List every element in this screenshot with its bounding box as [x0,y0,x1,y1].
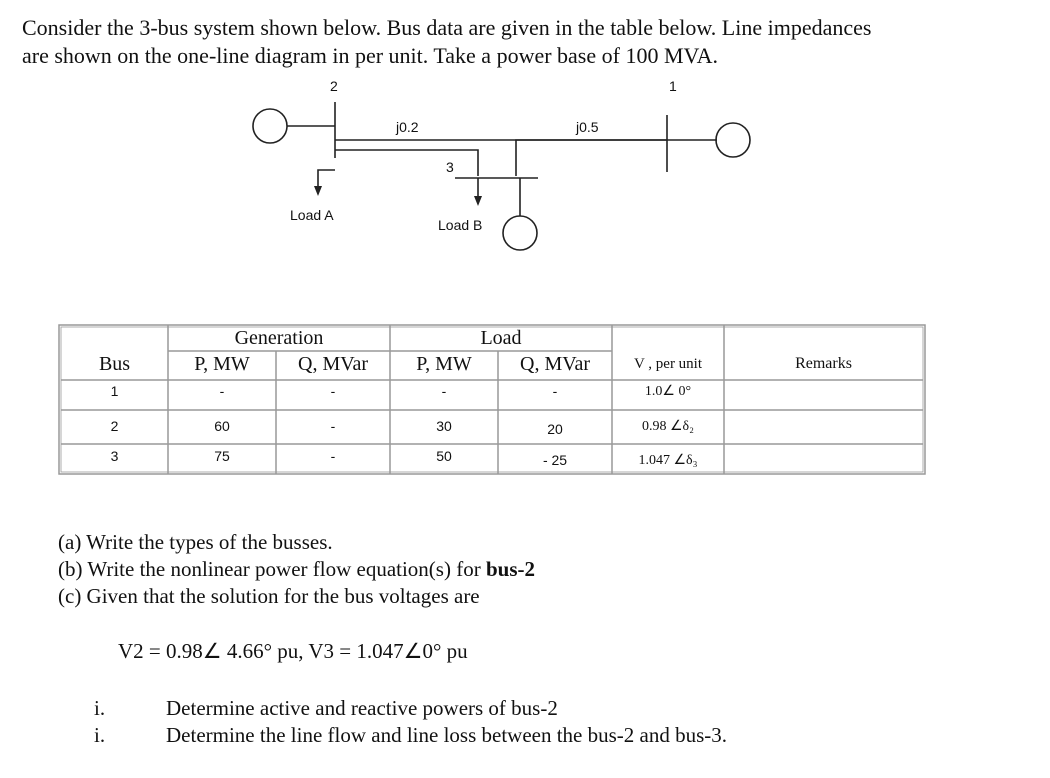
header-remarks: Remarks [795,355,852,372]
question-a: (a) Write the types of the busses. [58,530,333,554]
header-voltage: V , per unit [633,356,703,372]
question-b-text: (b) Write the nonlinear power flow equation(s) for [58,557,486,581]
row3-bus: 3 [110,448,119,464]
row2-load-p: 30 [436,418,452,434]
question-b [58,557,535,582]
load-a-label: Load A [290,207,334,223]
bus1-label: 1 [669,78,677,94]
bus3-label: 3 [446,159,454,175]
row2-voltage: 0.98 ∠δ₂ [641,419,695,434]
sub-item-2-number: i. [94,723,106,747]
header-load-q: Q, MVar [520,353,590,375]
row3-gen-q: - [330,448,336,464]
row1-load-q: - [552,383,558,399]
header-load: Load [480,327,522,349]
row3-gen-p: 75 [214,448,230,464]
row2-gen-q: - [330,418,336,434]
row1-bus: 1 [110,383,119,399]
header-load-p: P, MW [416,353,472,375]
header-gen-p: P, MW [194,353,250,375]
bus2-label: 2 [330,78,338,94]
row3-voltage: 1.047 ∠δ₃ [638,453,698,468]
row1-load-p: - [441,383,447,399]
row3-load-q: - 25 [542,452,568,468]
sub-item-1-text: Determine active and reactive powers of bus-2 [166,696,558,720]
row1-gen-q: - [330,383,336,399]
line-impedance-2-3: j0.5 [576,119,599,135]
sub-item-1-number: i. [94,696,106,720]
header-generation: Generation [234,327,324,349]
row2-load-q: 20 [547,421,563,437]
header-gen-q: Q, MVar [298,353,368,375]
header-bus: Bus [98,353,131,375]
row1-gen-p: - [219,383,225,399]
bus-voltage-solution: V2 = 0.98∠ 4.66° pu, V3 = 1.047∠0° pu [118,639,468,663]
question-c: (c) Given that the solution for the bus voltages are [58,584,480,608]
row2-gen-p: 60 [214,418,230,434]
intro-line-2: are shown on the one-line diagram in per unit. Take a power base of 100 MVA. [22,43,718,68]
row2-bus: 2 [110,418,119,434]
line-impedance-1-2: j0.2 [396,119,419,135]
intro-line-1: Consider the 3-bus system shown below. Bus data are given in the table below. Line impedances [22,15,872,40]
row1-voltage: 1.0∠ 0° [644,384,692,399]
sub-item-2-text: Determine the line flow and line loss between the bus-2 and bus-3. [166,723,728,747]
question-b-bold: bus-2 [485,557,535,581]
row3-load-p: 50 [436,448,452,464]
load-b-label: Load B [438,217,483,233]
